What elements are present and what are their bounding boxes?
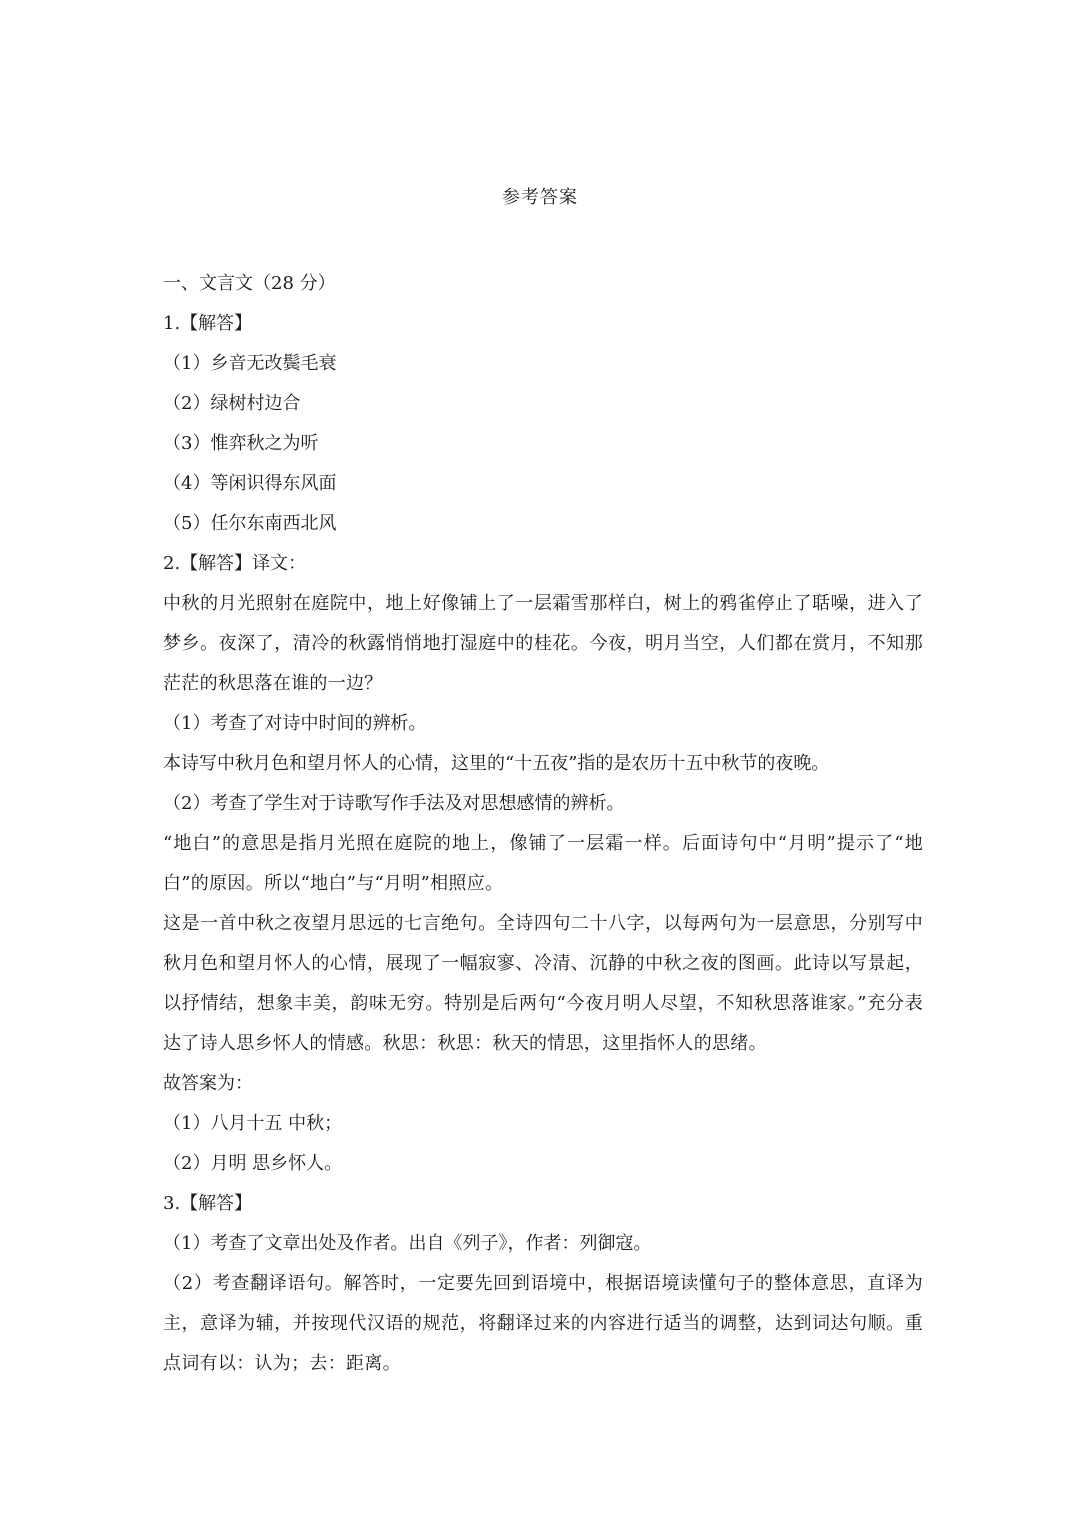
answer-line: 本诗写中秋月色和望月怀人的心情，这里的“十五夜”指的是农历十五中秋节的夜晚。 <box>163 753 830 774</box>
answer-line: （2）绿树村边合 <box>163 393 301 414</box>
answer-line: （4）等闲识得东风面 <box>163 473 337 494</box>
question-2-heading: 2.【解答】译文： <box>163 553 307 574</box>
explanation-paragraph: “地白”的意思是指月光照在庭院的地上，像铺了一层霜一样。后面诗句中“月明”提示了“地白”的原因。所以“地白”与“月明”相照应。 <box>163 833 923 894</box>
answer-content <box>163 264 923 1384</box>
section-heading: 一、文言文（28 分） <box>163 273 336 294</box>
explanation-paragraph: 这是一首中秋之夜望月思远的七言绝句。全诗四句二十八字，以每两句为一层意思，分别写中秋月色和望月怀人的心情，展现了一幅寂寥、冷清、沉静的中秋之夜的图画。此诗以写景起，以抒情结，想象丰美，韵味无穷。特别是后两句“今夜月明人尽望，不知秋思落谁家。”充分表达了诗人思乡怀人的情感。秋思：秋思：秋天的情思，这里指怀人的思绪。 <box>163 913 923 1054</box>
answer-line: （1）考查了文章出处及作者。出自《列子》，作者：列御寇。 <box>163 1233 652 1254</box>
question-1-heading: 1.【解答】 <box>163 313 253 334</box>
answer-line: （2）考查了学生对于诗歌写作手法及对思想感情的辨析。 <box>163 793 625 814</box>
translation-paragraph: 中秋的月光照射在庭院中，地上好像铺上了一层霜雪那样白，树上的鸦雀停止了聒噪，进入了梦乡。夜深了，清冷的秋露悄悄地打湿庭中的桂花。今夜，明月当空，人们都在赏月，不知那茫茫的秋思落在谁的一边？ <box>163 593 923 694</box>
answer-line: 故答案为： <box>163 1073 253 1094</box>
answer-line: （2）月明 思乡怀人。 <box>163 1153 343 1174</box>
explanation-paragraph: （2）考查翻译语句。解答时，一定要先回到语境中，根据语境读懂句子的整体意思，直译为主，意译为辅，并按现代汉语的规范，将翻译过来的内容进行适当的调整，达到词达句顺。重点词有以：认为；去：距离。 <box>163 1273 923 1374</box>
answer-line: （5）任尔东南西北风 <box>163 513 337 534</box>
answer-line: （1）乡音无改鬓毛衰 <box>163 353 337 374</box>
page-title: 参考答案 <box>502 187 578 208</box>
answer-line: （1）考查了对诗中时间的辨析。 <box>163 713 427 734</box>
answer-line: （1）八月十五 中秋； <box>163 1113 343 1134</box>
question-3-heading: 3.【解答】 <box>163 1193 253 1214</box>
answer-line: （3）惟弈秋之为听 <box>163 433 319 454</box>
